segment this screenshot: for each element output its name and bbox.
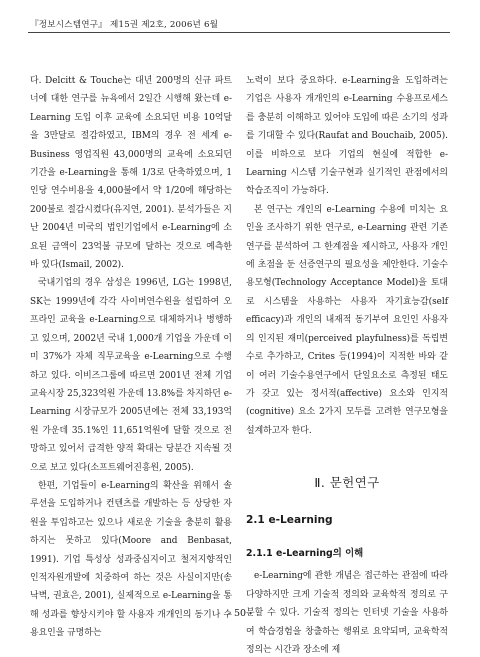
body-paragraph: e-Learning에 관한 개념은 접근하는 관점에 따라 다양하지만 크게 기술적 정의와 교육학적 정의로 구분할 수 있다. 기술적 정의는 인터넷 기술을 사용하여 학습경험을 창출하는 행위로 요약되며, 교육학적 정의는 시간과 장소에 제 (246, 571, 448, 655)
body-paragraph: 다. Delcitt & Touche는 대년 200명의 신규 파트너에 대한 연구를 뉴욕에서 2일간 시행해 왔는데 e-Learning 도입 이후 교육에 소요되던 비용 10억달을 3만달로 절감하였고, IBM의 경우 전 세계 e-Business 영업직원 43,000명의 교육에 소요되던 기간을 e-Learning을 통해 1/3로 단축하였으며, 1인당 연수비용을 4,000불에서 약 1/20에 해당하는 200불로 절감시켰다(유지연, 2001). 분석가들은 지난 2004년 미국의 법인기업에서 e-Learning에 소요된 금액이 23억불 규모에 달하는 것으로 예측한 바 있다(Ismail, 2002). (30, 76, 232, 271)
subsubsection-title: 2.1.1 e-Learning의 이해 (246, 547, 364, 559)
right-column (246, 72, 448, 657)
body-paragraph: 본 연구는 개인의 e-Learning 수용에 미치는 요인을 조사하기 위한 연구로, e-Learning 관련 기존연구를 분석하여 그 한계점을 제시하고, 사용자 개인에 초점을 둔 선증연구의 필요성을 제안한다. 기술수용모형(Technology Acceptance Model)을 토대로 시스템을 사용하는 사용자 자기효능감(self efficacy)과 개인의 내재적 동기부여 요인인 사용자의 인지된 재미(perceived playfulness)를 독립변수로 추가하고, Crites 등(1994)이 지적한 바와 같이 여러 기술수용연구에서 단일요소로 측정된 태도가 갖고 있는 정서적(affective) 요소와 인지적(cognitive) 요소 2가지 모두를 고려한 연구모형을 설계하고자 한다. (246, 204, 448, 436)
section-title: Ⅱ. 문헌연구 (314, 475, 380, 491)
body-paragraph: 한편, 기업들이 e-Learning의 확산을 위해서 솔루션을 도입하거나 컨텐츠를 개발하는 등 상당한 자원을 투입하고는 있으나 새로운 기술을 충분히 활용하지는 못하고 있다(Moore and Benbasat, 1991). 기업 특성상 성과중심지이고 철저지향적인 인적자원개발에 치중하여 하는 것은 사실이지만(송낙벽, 권효은, 2001), 실제적으로 e-Learning을 통해 성과를 향상시키야 할 사용자 개개인의 동기나 수용요인을 규명하는 (30, 480, 232, 639)
body-paragraph: 국내기업의 경우 삼성은 1996년, LG는 1998년, SK는 1999년에 각각 사이버연수원을 설립하여 오프라인 교육을 e-Learning으로 대체하거나 병행하고 있으며, 2002년 국내 1,000개 기업을 가운데 이미 37%가 자체 직무교육을 e-Learning으로 수행하고 있다. 이비즈그룹에 따르면 2001년 전체 기업교육시장 25,323억원 가운데 13.8%를 차지하던 e-Learning 시장규모가 2005년에는 전체 33,193억원 가운데 35.1%인 11,651억원에 달할 것으로 전망하고 있어서 급격한 양적 확대는 당분간 지속될 것으로 보고 있다(소프트웨어진흥원, 2005). (30, 278, 232, 473)
header-rule (28, 32, 450, 33)
subsection-title: 2.1 e-Learning (246, 513, 333, 526)
body-paragraph: 노력이 보다 중요하다. e-Learning을 도입하려는 기업은 사용자 개개인의 e-Learning 수용프로세스를 충분히 이해하고 있어야 도입에 따른 소기의 성과를 기대할 수 있다(Raufat and Bouchaib, 2005). 이를 비하으로 보다 기업의 현실에 적합한 e-Learning 시스템 기술구현과 실기적인 관점에서의 학습조직이 가능하다. (246, 76, 448, 197)
page-number: - 50 - (227, 608, 253, 619)
left-column (30, 72, 232, 643)
running-header: 『정보시스템연구』 제15권 제2호, 2006년 6월 (30, 20, 219, 30)
